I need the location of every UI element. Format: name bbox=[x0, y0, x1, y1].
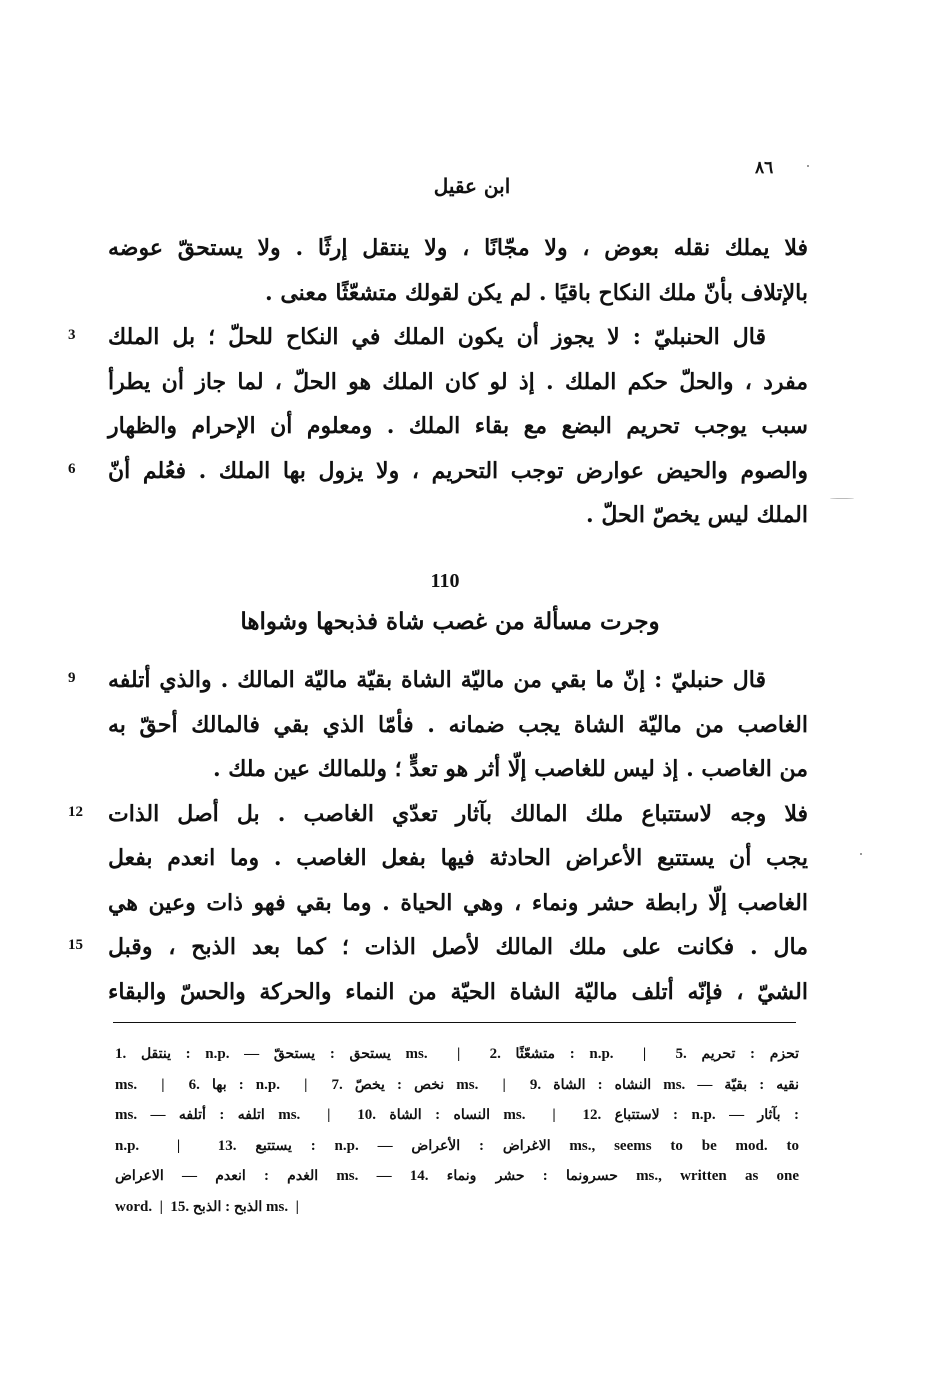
footnote-text: : n.p. — bbox=[659, 1107, 758, 1123]
text-line: فلا يملك نقله بعوض ، ولا مجّانًا ، ولا ينتقل إرثًا . ولا يستحقّ عوضه bbox=[108, 235, 808, 261]
footnote-text: : bbox=[460, 1137, 503, 1154]
footnote-text: : n.p. | 5. bbox=[555, 1046, 702, 1062]
footnote-text: ms. | 6. bbox=[115, 1076, 212, 1093]
line-number: 12 bbox=[68, 803, 83, 820]
footnote-text: 1. bbox=[115, 1046, 141, 1062]
footnote-arabic-term: أتلفه bbox=[178, 1107, 206, 1123]
footnote-text: : n.p. | 7. bbox=[226, 1076, 355, 1093]
section-number: 110 bbox=[430, 570, 460, 592]
line-number: 9 bbox=[68, 670, 76, 686]
print-speck bbox=[860, 853, 862, 855]
footnote-text: : bbox=[384, 1076, 415, 1093]
line-number: 6 bbox=[68, 460, 76, 477]
footnote-arabic-term: نقيه bbox=[776, 1076, 799, 1093]
text-line: يجب أن يستتبع الأعراض الحادثة فيها بفعل الغاصب . وما انعدم بفعل bbox=[108, 845, 808, 871]
text-line: الشيّ ، فإنّه أتلف ماليّة الشاة الحيّة من النماء والحركة والحسّ والبقاء bbox=[108, 978, 808, 1005]
footnote-arabic-term: النساه bbox=[453, 1107, 490, 1123]
footnote-arabic-term: ينتقل bbox=[140, 1046, 171, 1062]
footnote-text: ms. | 9. bbox=[444, 1076, 554, 1093]
footnote-arabic-term: الاعراض bbox=[115, 1168, 164, 1184]
footnote-line bbox=[115, 1040, 799, 1068]
footnote-line bbox=[115, 1132, 799, 1160]
footnote-text: ms. | 2. bbox=[390, 1046, 516, 1062]
footnote-text: : bbox=[780, 1107, 799, 1123]
footnote-arabic-term: متشعّثًا bbox=[515, 1046, 556, 1062]
footnote-text: ms. | 10. bbox=[264, 1107, 390, 1123]
footnote-arabic-term: الشاة bbox=[389, 1107, 422, 1123]
footnote-text: ms., written as one bbox=[617, 1168, 799, 1184]
footnote-text: : bbox=[524, 1168, 566, 1184]
text-line: مفرد ، والحلّ حكم الملك . إذ لو كان الملك هو الحلّ ، لما جاز أن يطرأ bbox=[108, 368, 808, 395]
text-line: الملك ليس يخصّ الحلّ . bbox=[586, 502, 808, 528]
footnote-text: ms. — bbox=[115, 1107, 179, 1123]
footnote-arabic-term: يخصّ bbox=[354, 1076, 385, 1093]
print-speck bbox=[807, 165, 809, 167]
footnote-arabic-term: بها bbox=[212, 1076, 227, 1093]
footnote-arabic-term: حشر ونماء bbox=[446, 1168, 525, 1184]
footnote-arabic-term: بآثار bbox=[757, 1107, 781, 1123]
footnote-text: : bbox=[205, 1107, 238, 1123]
footnote-text: : bbox=[735, 1046, 770, 1062]
text-line: قال الحنبليّ : لا يجوز أن يكون الملك في النكاح للحلّ ؛ بل الملك bbox=[108, 324, 766, 350]
text-line: بالإتلاف بأنّ ملك النكاح باقيًا . لم يكن لقولك متشعّثًا معنى . bbox=[265, 279, 808, 306]
footnote-arabic-term: بقيّة bbox=[724, 1076, 748, 1093]
footnote-text: ms. | bbox=[262, 1198, 299, 1215]
line-number: 3 bbox=[68, 327, 76, 343]
footnote-text: : n.p. — bbox=[291, 1137, 412, 1154]
footnote-arabic-term: تحزم bbox=[769, 1046, 800, 1062]
footnote-line bbox=[115, 1193, 799, 1221]
footnote-arabic-term: الشاة bbox=[553, 1076, 586, 1093]
footnote-arabic-term: يستتبع bbox=[255, 1137, 292, 1154]
text-line: قال حنبليّ : إنّ ما بقي من ماليّة الشاة بقيّة ماليّة المالك . والذي أتلفه bbox=[108, 667, 766, 693]
footnote-arabic-term: يستحقّ bbox=[273, 1046, 316, 1062]
text-line: فلا وجه لاستتباع ملك المالك بآثار تعدّي الغاصب . بل أصل الذات bbox=[108, 800, 808, 827]
footnote-arabic-term: نخص bbox=[414, 1076, 445, 1093]
footnote-text: : bbox=[747, 1076, 777, 1093]
footnote-line bbox=[115, 1101, 799, 1129]
footnote-arabic-term: تحريم bbox=[701, 1046, 736, 1062]
footnote-text: — bbox=[163, 1168, 216, 1184]
footnote-arabic-term: يستحق bbox=[349, 1046, 391, 1062]
running-head: ابن عقيل bbox=[433, 174, 511, 198]
footnote-arabic-term: الذبح bbox=[192, 1198, 222, 1215]
footnote-arabic-term: حسرونما bbox=[565, 1168, 618, 1184]
text-line: الغاصب إلّا رابطة حشر ونماء ، وهي الحياة . وما بقي فهو ذات وعين هي bbox=[108, 889, 808, 916]
page-number: ٨٦ bbox=[755, 158, 774, 178]
footnote-text: ms. | 12. bbox=[489, 1107, 615, 1123]
footnote-line bbox=[115, 1162, 799, 1190]
text-line: مال . فكانت على ملك المالك لأصل الذات ؛ كما بعد الذبح ، وقبل bbox=[108, 934, 808, 960]
footnote-text: ms. — 14. bbox=[318, 1168, 447, 1184]
footnote-arabic-term: النشاه bbox=[614, 1076, 652, 1093]
footnote-arabic-term: الأعراض bbox=[411, 1137, 461, 1154]
print-speck bbox=[830, 498, 854, 499]
footnote-text: n.p. | 13. bbox=[115, 1137, 256, 1154]
footnote-text: : n.p. — bbox=[170, 1046, 274, 1062]
footnote-arabic-term: الاغراض bbox=[502, 1137, 551, 1154]
footnote-text: : bbox=[585, 1076, 615, 1093]
text-line: والصوم والحيض عوارض توجب التحريم ، ولا يزول بها الملك . فعُلم أنّ bbox=[108, 457, 808, 484]
footnote-text: : bbox=[315, 1046, 350, 1062]
footnote-text: : bbox=[421, 1107, 454, 1123]
footnote-rule bbox=[113, 1022, 796, 1023]
footnote-arabic-term: الغدم bbox=[287, 1168, 319, 1184]
footnote-text: ms. — bbox=[651, 1076, 725, 1093]
text-line: سبب يوجب تحريم البضع مع بقاء الملك . ومعلوم أن الإحرام والظهار bbox=[108, 413, 808, 439]
footnote-arabic-term: لاستتباع bbox=[614, 1107, 660, 1123]
footnote-text: ms., seems to be mod. to bbox=[550, 1137, 799, 1154]
footnote-arabic-term: اتلفه bbox=[237, 1107, 265, 1123]
footnote-text: : bbox=[245, 1168, 288, 1184]
section-title: وجرت مسألة من غصب شاة فذبحها وشواها bbox=[240, 608, 660, 635]
footnote-text: word. | 15. bbox=[115, 1198, 193, 1215]
footnote-arabic-term: انعدم bbox=[215, 1168, 246, 1184]
footnote-arabic-term: الذبح bbox=[233, 1198, 263, 1215]
line-number: 15 bbox=[68, 937, 83, 953]
text-line: من الغاصب . إذ ليس للغاصب إلّا أثر هو تعدٍّ ؛ وللمالك عين ملك . bbox=[212, 756, 808, 782]
text-line: الغاصب من ماليّة الشاة يجب ضمانه . فأمّا الذي بقي فالمالك أحقّ به bbox=[108, 711, 808, 738]
footnote-line bbox=[115, 1071, 799, 1099]
footnote-text: : bbox=[221, 1198, 234, 1215]
